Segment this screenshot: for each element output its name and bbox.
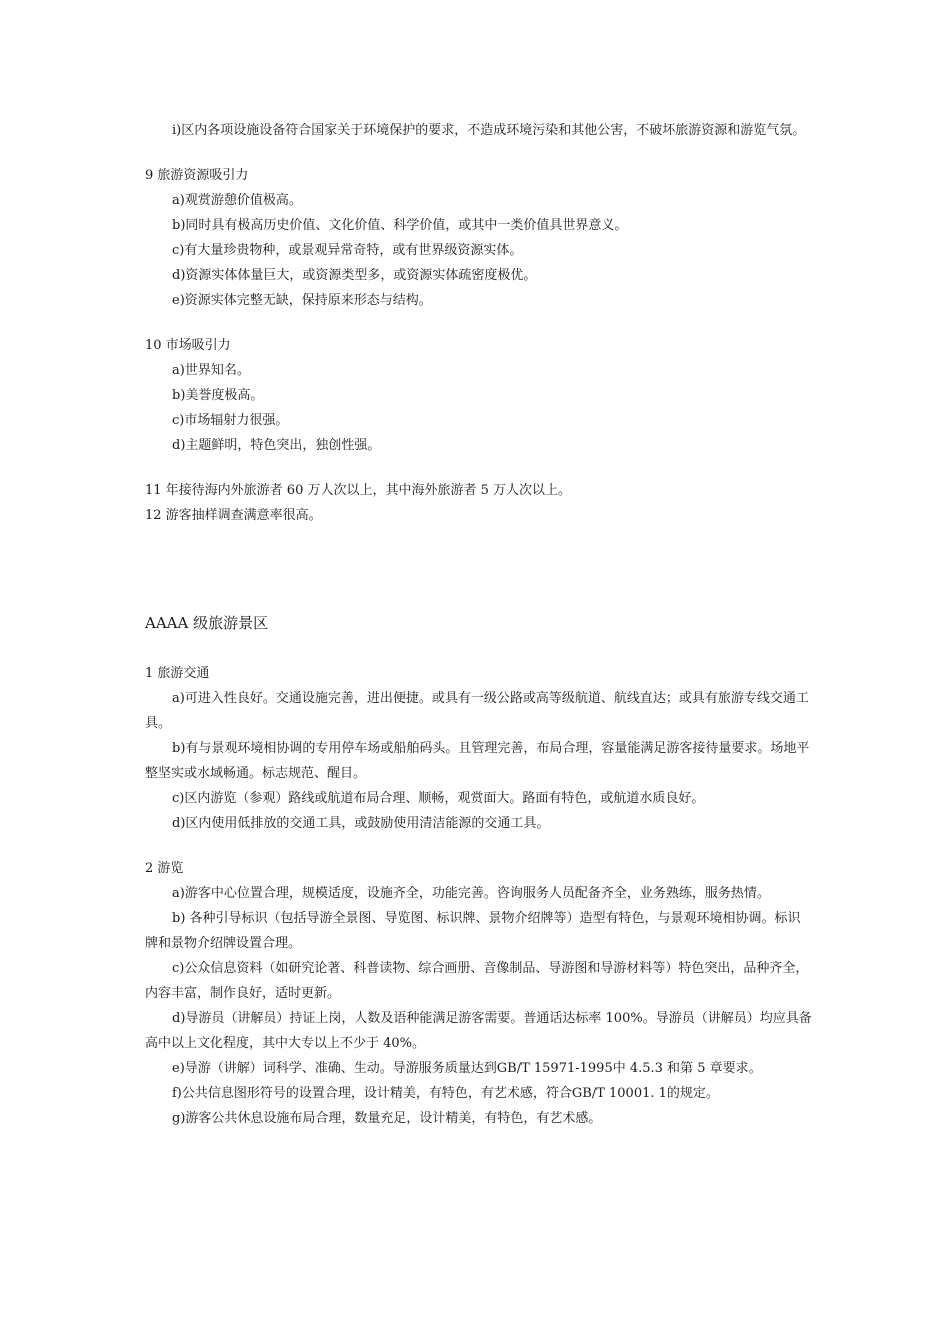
section-9-item: d)资源实体体量巨大，或资源类型多，或资源实体疏密度极优。: [172, 268, 537, 283]
tour-item: a)游客中心位置合理，规模适度，设施齐全，功能完善。咨询服务人员配备齐全，业务熟练，服务热情。: [172, 886, 770, 901]
spacer: [145, 458, 813, 478]
section-10-item: a)世界知名。: [172, 363, 250, 378]
transport-item: c)区内游览（参观）路线或航道布局合理、顺畅，观赏面大。路面有特色，或航道水质良好。: [172, 791, 705, 806]
section-9-item: b)同时具有极高历史价值、文化价值、科学价值，或其中一类价值具世界意义。: [172, 218, 628, 233]
level-title: AAAA 级旅游景区: [145, 614, 269, 632]
section-11-text: 11 年接待海内外旅游者 60 万人次以上，其中海外旅游者 5 万人次以上。: [145, 483, 572, 498]
transport-item: d)区内使用低排放的交通工具，或鼓励使用清洁能源的交通工具。: [172, 816, 550, 831]
tour-item: e)导游（讲解）词科学、准确、生动。导游服务质量达到GB/T 15971-1995中 4.5.3 和第 5 章要求。: [172, 1061, 762, 1076]
section-10-item: d)主题鲜明，特色突出，独创性强。: [172, 438, 381, 453]
tour-item: c)公众信息资料（如研究论著、科普读物、综合画册、音像制品、导游图和导游材料等）特色突出，品种齐全，内容丰富，制作良好，适时更新。: [145, 961, 809, 1001]
section-10-heading: 10 市场吸引力: [145, 338, 231, 353]
document-page: [145, 118, 813, 1131]
transport-heading: 1 旅游交通: [145, 666, 210, 681]
tour-item: b) 各种引导标识（包括导游全景图、导览图、标识牌、景物介绍牌等）造型有特色，与景观环境相协调。标识牌和景物介绍牌设置合理。: [145, 911, 801, 951]
section-9-item: a)观赏游憩价值极高。: [172, 193, 302, 208]
spacer: [145, 313, 813, 333]
spacer: [145, 528, 813, 610]
section-9-heading: 9 旅游资源吸引力: [145, 168, 249, 183]
tour-item: g)游客公共休息设施布局合理，数量充足，设计精美，有特色，有艺术感。: [172, 1111, 602, 1126]
section-9-item: c)有大量珍贵物种，或景观异常奇特，或有世界级资源实体。: [172, 243, 523, 258]
section-12-text: 12 游客抽样调查满意率很高。: [145, 508, 322, 523]
section-10-item: b)美誉度极高。: [172, 388, 264, 403]
item-i: i)区内各项设施设备符合国家关于环境保护的要求，不造成环境污染和其他公害，不破坏旅游资源和游览气氛。: [172, 123, 806, 138]
tour-heading: 2 游览: [145, 861, 184, 876]
section-9-item: e)资源实体完整无缺，保持原来形态与结构。: [172, 293, 432, 308]
tour-item: d)导游员（讲解员）持证上岗，人数及语种能满足游客需要。普通话达标率 100%。导游员（讲解员）均应具备高中以上文化程度，其中大专以上不少于 40%。: [145, 1011, 812, 1051]
section-10-item: c)市场辐射力很强。: [172, 413, 289, 428]
transport-item: b)有与景观环境相协调的专用停车场或船舶码头。且管理完善，布局合理，容量能满足游客接待量要求。场地平整坚实或水域畅通。标志规范、醒目。: [145, 741, 810, 781]
tour-item: f)公共信息图形符号的设置合理，设计精美，有特色，有艺术感，符合GB/T 10001. 1的规定。: [172, 1086, 719, 1101]
transport-item: a)可进入性良好。交通设施完善，进出便捷。或具有一级公路或高等级航道、航线直达；或具有旅游专线交通工具。: [145, 691, 809, 731]
spacer: [145, 637, 813, 661]
spacer: [145, 836, 813, 856]
spacer: [145, 143, 813, 163]
